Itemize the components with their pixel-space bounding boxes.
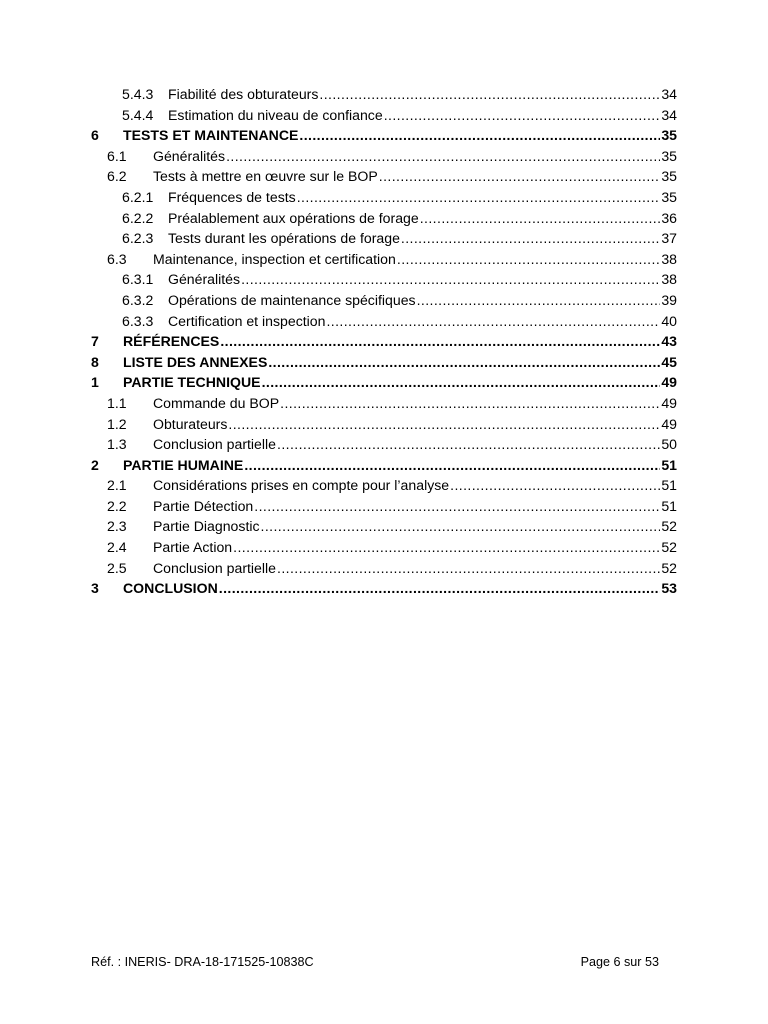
toc-dot-leader [401,228,660,249]
toc-dot-leader [280,393,660,414]
toc-entry-page: 51 [661,456,677,473]
toc-entry-number: 1.1 [107,394,127,411]
toc-dot-leader [417,290,661,311]
toc-entry-title: Commande du BOP [153,394,280,411]
toc-entry-number: 1.2 [107,415,127,432]
toc-dot-leader [277,558,660,579]
toc-entry-number: 6.2 [107,168,127,185]
toc-entry[interactable] [91,331,677,352]
toc-entry[interactable] [91,105,677,126]
toc-dot-leader [297,187,661,208]
toc-entry-number: 2.3 [107,518,127,535]
toc-entry-number: 6 [91,127,99,144]
toc-entry[interactable] [91,290,677,311]
toc-dot-leader [397,249,660,270]
toc-dot-leader [420,208,661,229]
toc-dot-leader [241,269,660,290]
toc-entry-page: 49 [661,394,677,411]
toc-entry-title: TESTS ET MAINTENANCE [123,127,299,144]
toc-entry[interactable] [91,558,677,579]
toc-entry-page: 35 [661,168,677,185]
toc-entry-number: 6.3.2 [122,291,154,308]
toc-entry-page: 50 [661,436,677,453]
toc-entry-title: PARTIE HUMAINE [123,456,244,473]
toc-entry-page: 52 [661,518,677,535]
toc-dot-leader [268,352,660,373]
toc-entry[interactable] [91,125,677,146]
toc-entry-number: 6.3.1 [122,271,154,288]
toc-entry-title: Certification et inspection [168,312,326,329]
toc-entry-page: 51 [661,497,677,514]
toc-entry-page: 34 [661,86,677,102]
toc-entry-page: 40 [661,312,677,329]
page-footer [91,953,659,971]
toc-entry-page: 52 [661,539,677,556]
toc-entry-page: 35 [661,188,677,205]
toc-dot-leader [450,475,660,496]
toc-dot-leader [219,578,661,599]
toc-dot-leader [319,84,660,105]
toc-entry-page: 49 [661,415,677,432]
toc-dot-leader [299,125,660,146]
toc-entry-number: 1.3 [107,436,127,453]
toc-entry-title: Partie Diagnostic [153,518,260,535]
toc-dot-leader [220,331,660,352]
toc-entry-page: 37 [661,230,677,247]
toc-entry-title: Fréquences de tests [168,188,296,205]
toc-entry-number: 2.2 [107,497,127,514]
toc-entry-title: Opérations de maintenance spécifiques [168,291,416,308]
document-reference: Réf. : INERIS- DRA-18-171525-10838C [91,955,314,969]
toc-entry-number: 2.5 [107,559,127,576]
toc-entry-title: CONCLUSION [123,580,218,597]
toc-entry-title: Considérations prises en compte pour l’analyse [153,477,450,494]
toc-entry-title: Partie Action [153,539,233,556]
toc-entry-number: 2.1 [107,477,127,494]
toc-entry-title: PARTIE TECHNIQUE [123,374,261,391]
toc-entry[interactable] [91,414,677,435]
toc-entry[interactable] [91,269,677,290]
toc-entry-title: Obturateurs [153,415,228,432]
toc-entry-page: 53 [661,580,677,597]
toc-entry[interactable] [91,311,677,332]
toc-entry-page: 34 [661,106,677,123]
toc-entry[interactable] [91,228,677,249]
toc-entry-page: 43 [661,333,677,350]
toc-entry-title: Tests à mettre en œuvre sur le BOP [153,168,378,185]
toc-dot-leader [277,434,660,455]
toc-entry-page: 36 [661,209,677,226]
toc-entry[interactable] [91,146,677,167]
toc-dot-leader [379,166,661,187]
toc-entry-number: 3 [91,580,99,597]
toc-dot-leader [262,372,661,393]
toc-entry-number: 6.2.3 [122,230,154,247]
toc-entry-title: Généralités [168,271,241,288]
toc-entry-page: 45 [661,353,677,370]
toc-entry-number: 6.3 [107,250,127,267]
toc-entry-number: 6.2.1 [122,188,154,205]
toc-entry-title: Conclusion partielle [153,559,276,576]
toc-entry-number: 7 [91,333,99,350]
toc-entry-title: Estimation du niveau de confiance [168,106,383,123]
toc-entry[interactable] [91,496,677,517]
toc-entry[interactable] [91,578,677,599]
toc-entry-number: 2 [91,456,99,473]
toc-dot-leader [326,311,660,332]
toc-entry[interactable] [91,249,677,270]
toc-entry-number: 8 [91,353,99,370]
toc-entry[interactable] [91,187,677,208]
toc-entry-page: 35 [661,127,677,144]
toc-entry-title: RÉFÉRENCES [123,333,220,350]
toc-entry-number: 1 [91,374,99,391]
table-of-contents [91,84,677,599]
toc-entry-number: 6.2.2 [122,209,154,226]
toc-entry-page: 38 [661,271,677,288]
toc-entry-number: 5.4.4 [122,106,154,123]
toc-entry-number: 5.4.3 [122,86,154,102]
toc-entry-page: 52 [661,559,677,576]
toc-dot-leader [233,537,660,558]
toc-entry-title: Généralités [153,147,226,164]
toc-dot-leader [226,146,660,167]
toc-entry-page: 35 [661,147,677,164]
toc-entry[interactable] [91,393,677,414]
toc-entry[interactable] [91,84,677,105]
toc-entry[interactable] [91,208,677,229]
toc-entry-title: LISTE DES ANNEXES [123,353,268,370]
toc-entry-title: Fiabilité des obturateurs [168,86,319,102]
page-number: Page 6 sur 53 [580,955,659,969]
toc-entry[interactable] [91,537,677,558]
toc-entry-number: 6.1 [107,147,127,164]
toc-entry-title: Conclusion partielle [153,436,276,453]
toc-dot-leader [228,414,660,435]
toc-entry-number: 6.3.3 [122,312,154,329]
toc-entry-page: 38 [661,250,677,267]
toc-entry[interactable] [91,166,677,187]
toc-dot-leader [244,455,660,476]
toc-dot-leader [261,516,661,537]
toc-entry-page: 51 [661,477,677,494]
toc-entry-page: 49 [661,374,677,391]
toc-entry[interactable] [91,434,677,455]
toc-entry-title: Préalablement aux opérations de forage [168,209,419,226]
toc-entry-page: 39 [661,291,677,308]
toc-entry-title: Tests durant les opérations de forage [168,230,400,247]
toc-entry-title: Maintenance, inspection et certification [153,250,396,267]
toc-dot-leader [384,105,661,126]
toc-entry[interactable] [91,352,677,373]
toc-entry[interactable] [91,516,677,537]
toc-entry[interactable] [91,455,677,476]
toc-entry[interactable] [91,475,677,496]
toc-entry[interactable] [91,372,677,393]
toc-dot-leader [254,496,660,517]
toc-entry-title: Partie Détection [153,497,254,514]
toc-entry-number: 2.4 [107,539,127,556]
